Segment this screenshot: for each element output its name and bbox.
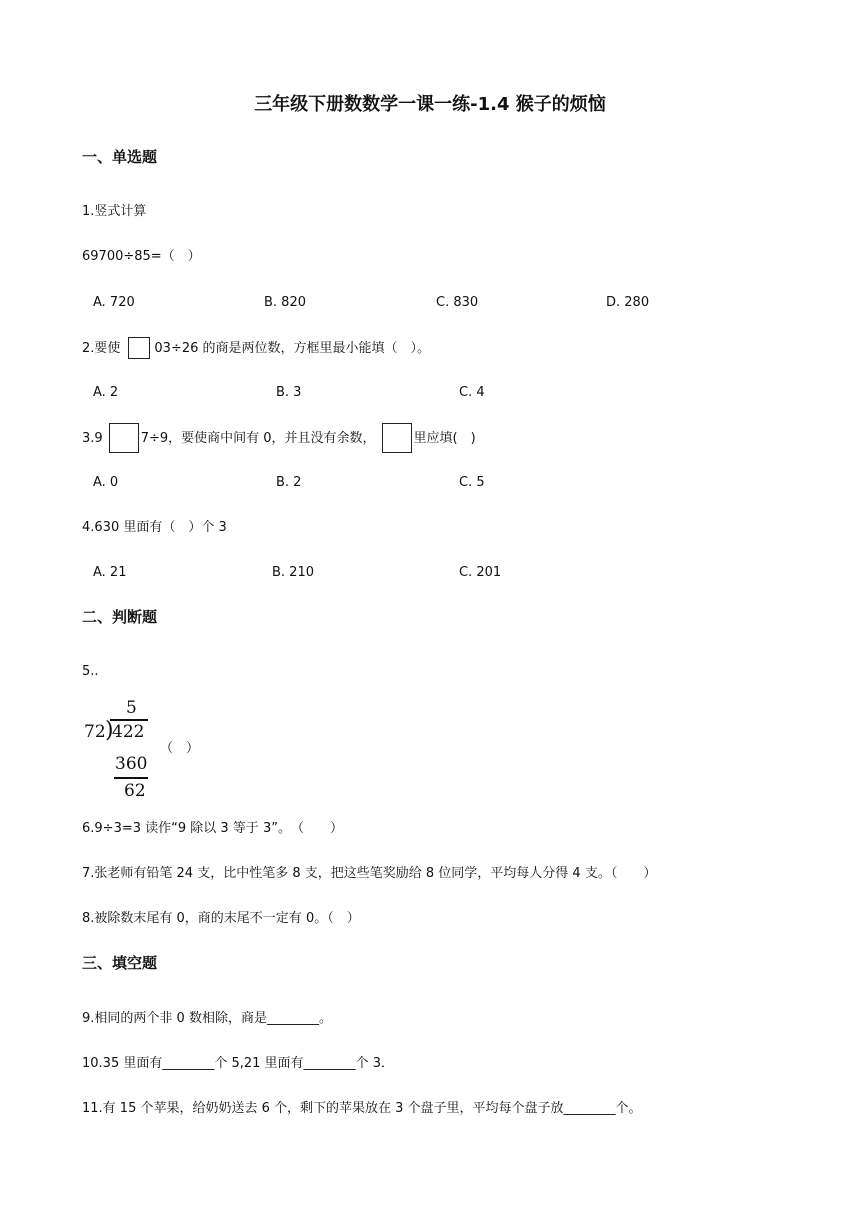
question-8: 8.被除数末尾有 0，商的末尾不一定有 0。（ ） (82, 911, 360, 926)
division-dividend: 422 (112, 722, 145, 742)
question-1-stem: 1.竖式计算 (82, 204, 147, 219)
question-11: 11.有 15 个苹果，给奶奶送去 6 个，剩下的苹果放在 3 个盘子里，平均每个盘子放________个。 (82, 1101, 642, 1116)
question-10: 10.35 里面有________个 5,21 里面有________个 3． (82, 1056, 394, 1071)
division-bracket: ) (105, 718, 114, 743)
division-quotient: 5 (126, 698, 137, 718)
question-3 (82, 422, 476, 454)
subtraction-line (114, 777, 148, 779)
question-4-option-b[interactable]: B. 210 (272, 565, 314, 580)
answer-box (382, 423, 412, 453)
section-heading-fill-blank: 三、填空题 (82, 954, 158, 972)
page-title: 三年级下册数数学一课一练-1.4 猴子的烦恼 (254, 94, 606, 115)
question-4-option-c[interactable]: C. 201 (459, 565, 502, 580)
division-bar (110, 719, 148, 721)
question-3-prefix: 3.9 (82, 430, 103, 446)
question-6: 6.9÷3=3 读作“9 除以 3 等于 3”。 （ ） (82, 821, 343, 836)
question-3-option-b[interactable]: B. 2 (276, 475, 302, 490)
answer-box (109, 423, 139, 453)
division-remainder: 62 (124, 781, 146, 801)
question-1-option-c[interactable]: C. 830 (436, 295, 479, 310)
question-4-option-a[interactable]: A. 21 (93, 565, 127, 580)
answer-box (128, 337, 150, 359)
question-3-option-c[interactable]: C. 5 (459, 475, 485, 490)
long-division-figure (82, 698, 162, 802)
question-2 (82, 337, 430, 359)
question-1-expression: 69700÷85=（ ） (82, 249, 201, 264)
question-4-stem: 4.630 里面有（ ）个 3 (82, 520, 227, 535)
division-divisor: 72 (84, 722, 106, 742)
question-2-option-c[interactable]: C. 4 (459, 385, 485, 400)
question-5-stem: 5.. (82, 664, 99, 679)
question-2-option-b[interactable]: B. 3 (276, 385, 302, 400)
question-9: 9.相同的两个非 0 数相除，商是________。 (82, 1011, 332, 1026)
question-1-option-d[interactable]: D. 280 (606, 295, 650, 310)
question-3-middle: 7÷9，要使商中间有 0，并且没有余数， (140, 430, 376, 446)
question-2-option-a[interactable]: A. 2 (93, 385, 119, 400)
section-heading-true-false: 二、判断题 (82, 608, 158, 626)
question-1-option-b[interactable]: B. 820 (264, 295, 306, 310)
question-3-suffix: 里应填( ) (413, 430, 476, 446)
section-heading-single-choice: 一、单选题 (82, 148, 158, 166)
question-3-option-a[interactable]: A. 0 (93, 475, 119, 490)
question-7: 7.张老师有铅笔 24 支，比中性笔多 8 支，把这些笔奖励给 8 位同学，平均每人分得 4 支。（ ） (82, 866, 657, 881)
question-2-prefix: 2.要使 (82, 340, 121, 356)
question-5-blank: （ ） (160, 741, 200, 756)
question-1-option-a[interactable]: A. 720 (93, 295, 135, 310)
question-2-suffix: 03÷26 的商是两位数，方框里最小能填（ ）。 (154, 340, 431, 356)
division-product: 360 (115, 754, 148, 774)
